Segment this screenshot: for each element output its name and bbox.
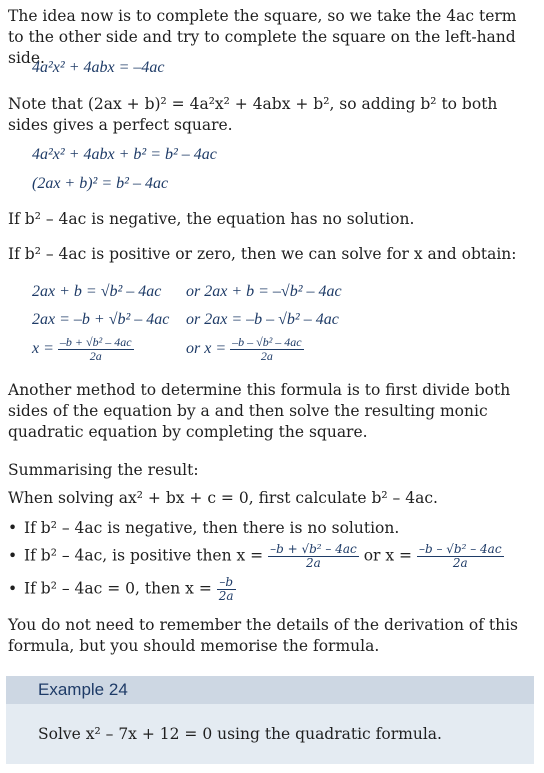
bullet-text: If b² – 4ac is negative, then there is no solution. [24,519,400,537]
solution-row3-right-lhs: or x = [186,340,227,358]
positive-paragraph: If b² – 4ac is positive or zero, then we can solve for x and obtain: [8,245,517,263]
bullet-negative: • If b² – 4ac is negative, then there is no solution. [8,519,400,537]
fraction-numerator: –b + √b² – 4ac [59,335,132,349]
fraction [217,576,236,603]
solution-row1-right: or 2ax + b = –√b² – 4ac [186,283,342,300]
fraction-numerator: –b + √b² – 4ac [270,542,357,556]
fraction-denominator: 2a [260,349,273,363]
negative-paragraph: If b² – 4ac is negative, the equation has no solution. [8,210,415,228]
fraction [417,543,504,570]
fraction-denominator: 2a [452,556,468,570]
fraction [230,336,304,363]
bullet-text: If b² – 4ac, is positive then x = [24,546,264,565]
fraction-numerator: –b – √b² – 4ac [232,335,302,349]
note-paragraph: Note that (2ax + b)² = 4a²x² + 4abx + b², so adding b² to both sides gives a perfect square. [8,95,498,134]
fraction-denominator: 2a [306,556,321,570]
method-paragraph: Another method to determine this formula is to first divide both sides of the equation by a and then solve the resulting monic quadratic equation by completing the square. [8,381,511,441]
solution-row1-left: 2ax + b = √b² – 4ac [32,283,162,300]
intro-paragraph: The idea now is to complete the square, so we take the 4ac term to the other side and try to complete the square on the left-hand side. [8,7,517,67]
equation-3: (2ax + b)² = b² – 4ac [32,175,169,192]
example-header [6,676,534,704]
example-title: Example 24 [38,680,128,699]
fraction-denominator: 2a [218,589,234,603]
example-body [6,704,534,764]
bullet-or-text: or x = [363,546,413,565]
bullet-positive: • If b² – 4ac, is positive then x = $\frac{\text{–b + √b² – 4ac}}{2a}$ or x = $\frac{\text{–b – √b² – 4ac}}{2a}$ [8,542,502,570]
fraction [268,543,359,570]
solution-row3-left [32,336,134,363]
fraction-numerator: –b [217,576,236,590]
solution-row2-left: 2ax = –b + √b² – 4ac [32,311,170,328]
memorise-paragraph: You do not need to remember the details of the derivation of this formula, but you should memorise the formula. [8,616,519,655]
equation-2: 4a²x² + 4abx + b² = b² – 4ac [32,146,217,163]
equation-1: 4a²x² + 4abx = –4ac [32,59,165,76]
example-text: Solve x² – 7x + 12 = 0 using the quadratic formula. [38,725,442,743]
solution-row3-right [186,336,304,363]
fraction-numerator: –b – √b² – 4ac [418,542,502,556]
when-solving-paragraph: When solving ax² + bx + c = 0, first calculate b² – 4ac. [8,489,438,507]
fraction-denominator: 2a [89,349,102,363]
bullet-zero: • If b² – 4ac = 0, then x = $\frac{-b}{2a}$ [8,575,234,603]
fraction [58,336,134,363]
solution-row3-left-lhs: x = [32,340,54,358]
bullet-text: If b² – 4ac = 0, then x = [24,579,212,598]
solution-row2-right: or 2ax = –b – √b² – 4ac [186,311,339,328]
summary-heading: Summarising the result: [8,461,199,479]
